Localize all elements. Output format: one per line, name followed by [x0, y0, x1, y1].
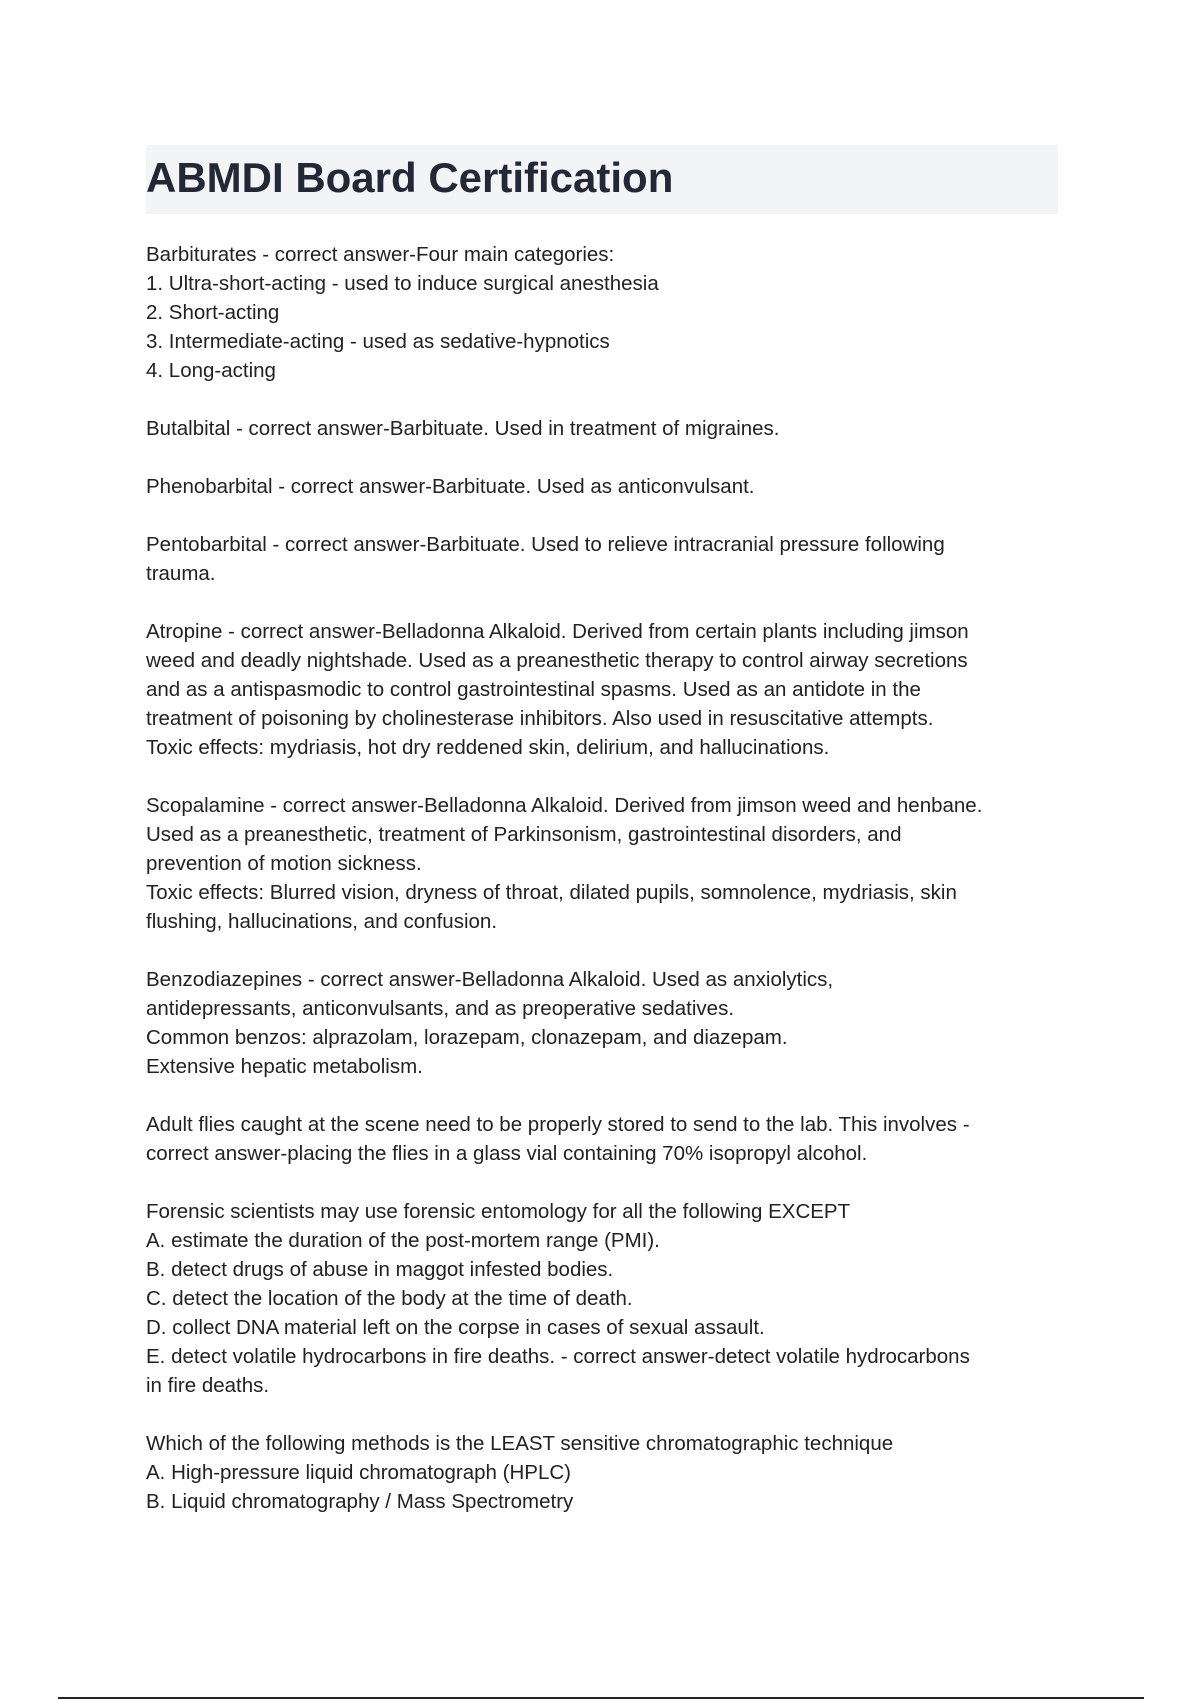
text-line: Forensic scientists may use forensic entomology for all the following EXCEPT	[146, 1200, 851, 1223]
text-line: in fire deaths.	[146, 1374, 270, 1397]
text-line: 3. Intermediate-acting - used as sedative-hypnotics	[146, 330, 610, 353]
text-line: Butalbital - correct answer-Barbituate. Used in treatment of migraines.	[146, 417, 780, 440]
text-line: trauma.	[146, 562, 216, 585]
qa-block	[146, 414, 1062, 443]
text-line: Benzodiazepines - correct answer-Belladonna Alkaloid. Used as anxiolytics,	[146, 968, 834, 991]
qa-block	[146, 965, 1062, 1081]
text-line: B. Liquid chromatography / Mass Spectrometry	[146, 1490, 574, 1513]
text-line: antidepressants, anticonvulsants, and as preoperative sedatives.	[146, 997, 735, 1020]
text-line: Pentobarbital - correct answer-Barbituate. Used to relieve intracranial pressure following	[146, 533, 945, 556]
text-line: Common benzos: alprazolam, lorazepam, clonazepam, and diazepam.	[146, 1026, 788, 1049]
text-line: A. estimate the duration of the post-mortem range (PMI).	[146, 1229, 660, 1252]
text-line: E. detect volatile hydrocarbons in fire deaths. - correct answer-detect volatile hydrocarbons	[146, 1345, 970, 1368]
text-line: 1. Ultra-short-acting - used to induce surgical anesthesia	[146, 272, 659, 295]
text-line: prevention of motion sickness.	[146, 852, 422, 875]
document-body	[146, 240, 1062, 1545]
page-bottom-rule	[58, 1697, 1144, 1699]
text-line: Atropine - correct answer-Belladonna Alkaloid. Derived from certain plants including jimson	[146, 620, 969, 643]
qa-block	[146, 530, 1062, 588]
qa-block	[146, 240, 1062, 385]
text-line: D. collect DNA material left on the corpse in cases of sexual assault.	[146, 1316, 765, 1339]
qa-block	[146, 1110, 1062, 1168]
text-line: Phenobarbital - correct answer-Barbituate. Used as anticonvulsant.	[146, 475, 755, 498]
text-line: correct answer-placing the flies in a glass vial containing 70% isopropyl alcohol.	[146, 1142, 868, 1165]
qa-block	[146, 617, 1062, 762]
text-line: Toxic effects: mydriasis, hot dry reddened skin, delirium, and hallucinations.	[146, 736, 830, 759]
qa-block	[146, 791, 1062, 936]
text-line: C. detect the location of the body at the time of death.	[146, 1287, 633, 1310]
text-line: Barbiturates - correct answer-Four main categories:	[146, 243, 615, 266]
text-line: 2. Short-acting	[146, 301, 280, 324]
text-line: Scopalamine - correct answer-Belladonna Alkaloid. Derived from jimson weed and henbane.	[146, 794, 983, 817]
text-line: Toxic effects: Blurred vision, dryness of throat, dilated pupils, somnolence, mydriasis, skin	[146, 881, 957, 904]
text-line: B. detect drugs of abuse in maggot infested bodies.	[146, 1258, 614, 1281]
qa-block	[146, 472, 1062, 501]
text-line: treatment of poisoning by cholinesterase inhibitors. Also used in resuscitative attempts.	[146, 707, 934, 730]
document-title: ABMDI Board Certification	[146, 154, 674, 201]
text-line: Adult flies caught at the scene need to be properly stored to send to the lab. This involves -	[146, 1113, 970, 1136]
text-line: A. High-pressure liquid chromatograph (HPLC)	[146, 1461, 571, 1484]
text-line: 4. Long-acting	[146, 359, 276, 382]
text-line: Which of the following methods is the LEAST sensitive chromatographic technique	[146, 1432, 894, 1455]
text-line: Extensive hepatic metabolism.	[146, 1055, 423, 1078]
title-band	[146, 145, 1058, 214]
text-line: and as a antispasmodic to control gastrointestinal spasms. Used as an antidote in the	[146, 678, 921, 701]
qa-block	[146, 1429, 1062, 1516]
qa-block	[146, 1197, 1062, 1400]
text-line: weed and deadly nightshade. Used as a preanesthetic therapy to control airway secretions	[146, 649, 968, 672]
text-line: flushing, hallucinations, and confusion.	[146, 910, 498, 933]
text-line: Used as a preanesthetic, treatment of Parkinsonism, gastrointestinal disorders, and	[146, 823, 902, 846]
